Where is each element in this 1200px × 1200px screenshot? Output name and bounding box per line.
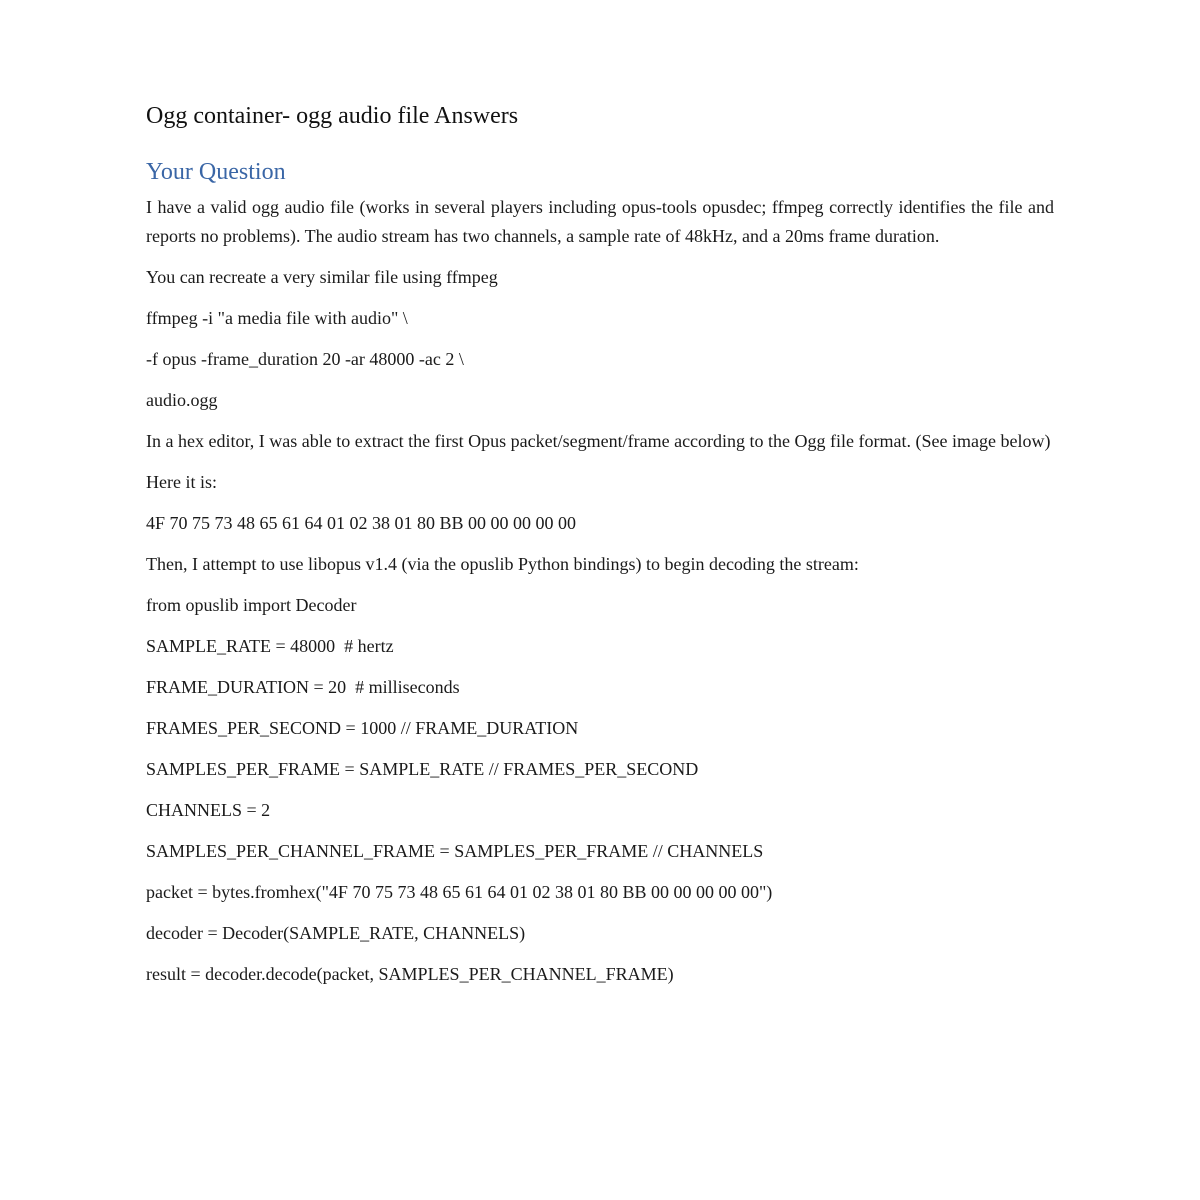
hex-bytes-text: 4F 70 75 73 48 65 61 64 01 02 38 01 80 BB 00 00 00 00 00 <box>146 513 577 533</box>
here-it-is-text: Here it is: <box>146 472 217 492</box>
ffmpeg-line-2: -f opus -frame_duration 20 -ar 48000 -ac 2 \ <box>146 349 464 369</box>
code-line-6: CHANNELS = 2 <box>146 800 271 820</box>
paragraph-recreate: You can recreate a very similar file using ffmpeg <box>146 267 498 287</box>
paragraph-intro: I have a valid ogg audio file (works in several players including opus-tools opusdec; ffmpeg correctly identifies the file and reports no problems). The audio stream has two channels, a sample rate of 48kHz, and a 20ms frame duration. <box>146 197 1054 246</box>
code-line-5: SAMPLES_PER_FRAME = SAMPLE_RATE // FRAMES_PER_SECOND <box>146 759 699 779</box>
ffmpeg-line-1: ffmpeg -i "a media file with audio" \ <box>146 308 408 328</box>
document-title: Ogg container- ogg audio file Answers <box>146 103 519 129</box>
code-line-8: packet = bytes.fromhex("4F 70 75 73 48 65 61 64 01 02 38 01 80 BB 00 00 00 00 00") <box>146 882 773 902</box>
document-page <box>146 98 1054 1001</box>
ffmpeg-line-3: audio.ogg <box>146 390 218 410</box>
code-line-9: decoder = Decoder(SAMPLE_RATE, CHANNELS) <box>146 923 526 943</box>
code-line-3: FRAME_DURATION = 20 # milliseconds <box>146 677 460 697</box>
paragraph-libopus: Then, I attempt to use libopus v1.4 (via the opuslib Python bindings) to begin decoding the stream: <box>146 554 859 574</box>
code-line-7: SAMPLES_PER_CHANNEL_FRAME = SAMPLES_PER_FRAME // CHANNELS <box>146 841 764 861</box>
section-heading-your-question: Your Question <box>146 159 286 185</box>
code-line-4: FRAMES_PER_SECOND = 1000 // FRAME_DURATION <box>146 718 579 738</box>
code-line-10: result = decoder.decode(packet, SAMPLES_PER_CHANNEL_FRAME) <box>146 964 674 984</box>
paragraph-hex-editor: In a hex editor, I was able to extract the first Opus packet/segment/frame according to the Ogg file format. (See image below) <box>146 431 1051 451</box>
code-line-2: SAMPLE_RATE = 48000 # hertz <box>146 636 394 656</box>
code-line-1: from opuslib import Decoder <box>146 595 357 615</box>
